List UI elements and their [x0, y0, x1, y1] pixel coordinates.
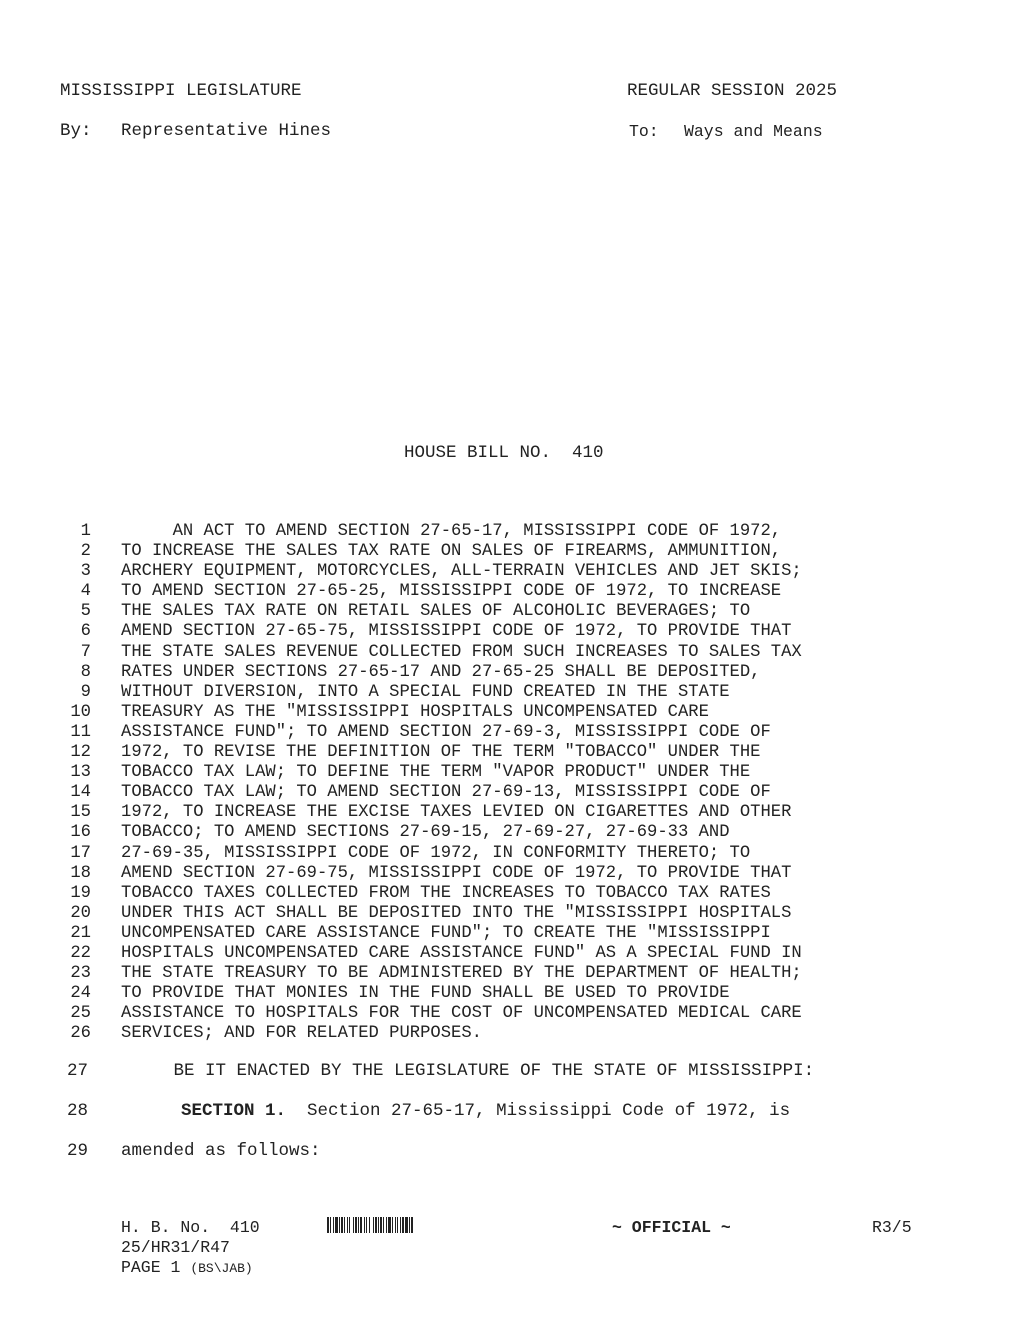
- line-number: 24: [70, 984, 91, 1004]
- amended-as-follows: amended as follows:: [121, 1141, 321, 1161]
- line-text: HOSPITALS UNCOMPENSATED CARE ASSISTANCE FUND" AS A SPECIAL FUND IN: [121, 943, 802, 963]
- document-code: 25/HR31/R47: [121, 1238, 230, 1257]
- line-number: 17: [70, 843, 91, 863]
- title-line: [0, 622, 1024, 642]
- line-number: 4: [80, 582, 91, 602]
- line-number: 20: [70, 903, 91, 923]
- line-number: 18: [70, 863, 91, 883]
- title-line: [0, 884, 1024, 904]
- line-number: 16: [70, 823, 91, 843]
- title-line: [0, 643, 1024, 663]
- title-line: [0, 844, 1024, 864]
- drafter-initials: (BS\JAB): [190, 1261, 253, 1276]
- line-number: 22: [70, 943, 91, 963]
- page-number: PAGE 1: [121, 1258, 181, 1277]
- line-number: 9: [80, 682, 91, 702]
- line-text: ARCHERY EQUIPMENT, MOTORCYCLES, ALL-TERRAIN VEHICLES AND JET SKIS;: [121, 562, 802, 582]
- line-text: THE SALES TAX RATE ON RETAIL SALES OF ALCOHOLIC BEVERAGES; TO: [121, 602, 751, 622]
- title-line: [0, 924, 1024, 944]
- title-line: [0, 763, 1024, 783]
- line-text: AN ACT TO AMEND SECTION 27-65-17, MISSISSIPPI CODE OF 1972,: [121, 522, 782, 541]
- line-text: THE STATE SALES REVENUE COLLECTED FROM SUCH INCREASES TO SALES TAX: [121, 642, 802, 662]
- line-number-28: 28: [67, 1101, 89, 1121]
- title-line: [0, 683, 1024, 703]
- title-line: [0, 1004, 1024, 1024]
- title-line: [0, 944, 1024, 964]
- title-line: [0, 1024, 1024, 1044]
- footer-bill-ref: H. B. No. 410: [121, 1218, 260, 1237]
- line-text: TOBACCO TAX LAW; TO DEFINE THE TERM "VAPOR PRODUCT" UNDER THE: [121, 763, 751, 783]
- title-line: [0, 542, 1024, 562]
- committee-name: Ways and Means: [684, 122, 823, 141]
- line-text: TO AMEND SECTION 27-65-25, MISSISSIPPI CODE OF 1972, TO INCREASE: [121, 582, 782, 602]
- line-text: TOBACCO TAXES COLLECTED FROM THE INCREASES TO TOBACCO TAX RATES: [121, 883, 771, 903]
- title-line: [0, 522, 1024, 542]
- title-line: [0, 864, 1024, 884]
- line-text: RATES UNDER SECTIONS 27-65-17 AND 27-65-25 SHALL BE DEPOSITED,: [121, 662, 761, 682]
- to-label: To:: [629, 122, 659, 141]
- title-line: [0, 904, 1024, 924]
- line-text: TO INCREASE THE SALES TAX RATE ON SALES OF FIREARMS, AMMUNITION,: [121, 542, 782, 562]
- line-number: 25: [70, 1004, 91, 1024]
- line-text: ASSISTANCE TO HOSPITALS FOR THE COST OF UNCOMPENSATED MEDICAL CARE: [121, 1004, 802, 1024]
- line-number: 2: [80, 542, 91, 562]
- line-number: 3: [80, 562, 91, 582]
- line-number: 13: [70, 763, 91, 783]
- sponsor-name: Representative Hines: [121, 121, 332, 141]
- title-line: [0, 743, 1024, 763]
- line-number: 23: [70, 964, 91, 984]
- section-text: Section 27-65-17, Mississippi Code of 1972, is: [286, 1101, 791, 1121]
- line-text: AMEND SECTION 27-65-75, MISSISSIPPI CODE OF 1972, TO PROVIDE THAT: [121, 622, 792, 642]
- title-line: [0, 562, 1024, 582]
- title-line: [0, 582, 1024, 602]
- line-text: TO PROVIDE THAT MONIES IN THE FUND SHALL BE USED TO PROVIDE: [121, 984, 730, 1004]
- line-text: UNDER THIS ACT SHALL BE DEPOSITED INTO THE "MISSISSIPPI HOSPITALS: [121, 903, 792, 923]
- line-text: ASSISTANCE FUND"; TO AMEND SECTION 27-69-3, MISSISSIPPI CODE OF: [121, 722, 771, 742]
- title-line: [0, 723, 1024, 743]
- bill-title: HOUSE BILL NO. 410: [404, 443, 604, 463]
- title-line: [0, 663, 1024, 683]
- line-number: 21: [70, 923, 91, 943]
- line-number: 11: [70, 722, 91, 742]
- version-code: R3/5: [872, 1218, 912, 1237]
- line-text: WITHOUT DIVERSION, INTO A SPECIAL FUND CREATED IN THE STATE: [121, 682, 730, 702]
- line-number: 19: [70, 883, 91, 903]
- line-text: UNCOMPENSATED CARE ASSISTANCE FUND"; TO CREATE THE "MISSISSIPPI: [121, 923, 771, 943]
- section-label: SECTION 1.: [181, 1101, 287, 1121]
- line-number: 26: [70, 1024, 91, 1044]
- line-number: 7: [80, 642, 91, 662]
- title-line: [0, 783, 1024, 803]
- line-number: 15: [70, 803, 91, 823]
- title-line: [0, 984, 1024, 1004]
- title-line: [0, 602, 1024, 622]
- line-number: 14: [70, 783, 91, 803]
- title-line: [0, 964, 1024, 984]
- title-line: [0, 803, 1024, 823]
- title-line: [0, 823, 1024, 843]
- session-heading: REGULAR SESSION 2025: [627, 81, 838, 101]
- line-number: 10: [70, 702, 91, 722]
- section-line: [181, 1101, 790, 1121]
- title-line: [0, 703, 1024, 723]
- line-number: 12: [70, 743, 91, 763]
- barcode-image: [327, 1217, 461, 1233]
- legislature-heading: MISSISSIPPI LEGISLATURE: [60, 81, 302, 101]
- barcode-bar: [413, 1217, 414, 1233]
- line-number-27: 27: [67, 1061, 89, 1081]
- by-label: By:: [60, 121, 92, 141]
- official-label: ~ OFFICIAL ~: [612, 1218, 731, 1237]
- line-text: 1972, TO INCREASE THE EXCISE TAXES LEVIED ON CIGARETTES AND OTHER: [121, 803, 792, 823]
- bill-title-text: [0, 522, 1024, 1044]
- page-footer: [121, 1258, 253, 1277]
- line-text: SERVICES; AND FOR RELATED PURPOSES.: [121, 1024, 482, 1044]
- line-text: TOBACCO TAX LAW; TO AMEND SECTION 27-69-13, MISSISSIPPI CODE OF: [121, 783, 771, 803]
- line-text: AMEND SECTION 27-69-75, MISSISSIPPI CODE OF 1972, TO PROVIDE THAT: [121, 863, 792, 883]
- line-number: 6: [80, 622, 91, 642]
- line-number: 5: [80, 602, 91, 622]
- line-text: TOBACCO; TO AMEND SECTIONS 27-69-15, 27-69-27, 27-69-33 AND: [121, 823, 730, 843]
- line-text: 27-69-35, MISSISSIPPI CODE OF 1972, IN CONFORMITY THERETO; TO: [121, 843, 751, 863]
- line-number-29: 29: [67, 1141, 89, 1161]
- line-number: 1: [80, 522, 91, 541]
- line-text: THE STATE TREASURY TO BE ADMINISTERED BY THE DEPARTMENT OF HEALTH;: [121, 964, 802, 984]
- enacting-clause: BE IT ENACTED BY THE LEGISLATURE OF THE STATE OF MISSISSIPPI:: [121, 1061, 815, 1081]
- line-text: TREASURY AS THE "MISSISSIPPI HOSPITALS UNCOMPENSATED CARE: [121, 702, 709, 722]
- line-number: 8: [80, 662, 91, 682]
- line-text: 1972, TO REVISE THE DEFINITION OF THE TERM "TOBACCO" UNDER THE: [121, 743, 761, 763]
